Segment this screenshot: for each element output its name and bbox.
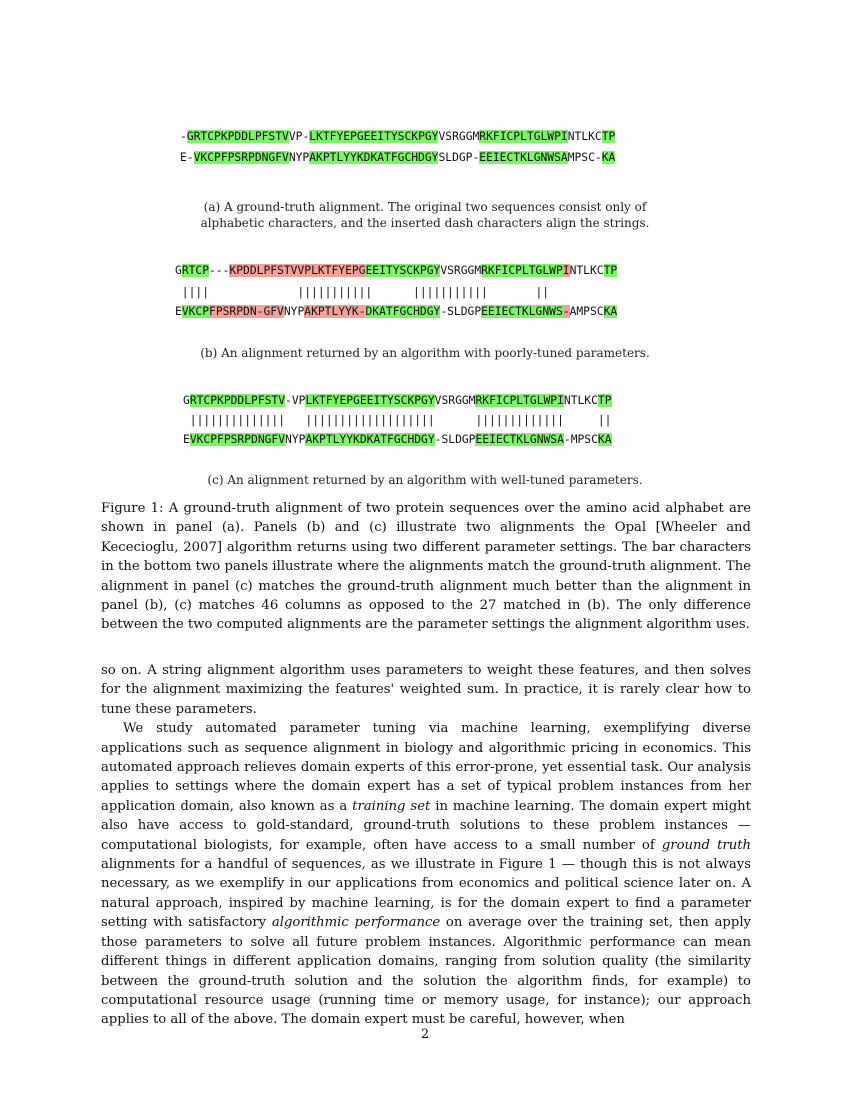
page-number: 2 [420,1027,430,1042]
emphasized-term: ground truth [661,837,751,853]
panel-b-sequence-1 [175,261,617,281]
plain-segment: NYP [288,151,310,164]
plain-segment: VSRGGM [438,130,480,143]
plain-segment: VSRGGM [440,264,482,277]
plain-segment: NYP [283,305,305,318]
mismatch-segment: I [562,264,570,277]
match-segment: KA [597,433,612,446]
match-segment: VKCPFPSRPDNGFV [193,151,289,164]
plain-segment: NTLKC [567,130,602,143]
panel-c-caption: (c) An alignment returned by an algorithm with well-tuned parameters. [207,473,643,487]
emphasized-term: training set [352,798,431,814]
plain-segment: MPSC- [567,151,602,164]
match-segment: RKFICPLTGLWPI [475,394,564,407]
match-segment: TP [597,394,612,407]
panel-c-match-bars: |||||||||||||| ||||||||||||||||||| ||||||||||||| || [183,414,612,427]
match-segment: GRTCPKPDDLPFSTV [186,130,289,143]
plain-segment: G [183,394,190,407]
panel-b-sequence-2 [175,302,617,322]
panel-c-sequence-1 [183,391,612,411]
match-segment: VKCP [181,305,210,318]
match-segment: EEIECTKLGNWSA [475,433,564,446]
mismatch-segment: GFV [263,305,284,318]
emphasized-term: algorithmic performance [271,915,441,931]
plain-segment: VP- [288,130,310,143]
match-segment: AKPTLYYKDKATFGCHDGY [305,433,435,446]
figure-caption-text: Figure 1: A ground-truth alignment of two protein sequences over the amino acid alphabet are shown in panel (a). Panels (b) and (c) illustrate two alignments the Opal [Wheeler and Kececioglu, 2007] algorithm returns using two different parameter settings. The bar characters in the bottom two panels illustrate where the alignments match the ground-truth alignment. The alignment in panel (c) matches the ground-truth alignment much better than the alignment in panel (b), (c) matches 46 columns as opposed to the 27 matched in (b). The only difference between the two computed alignments are the parameter settings the alignment algorithm uses. [101,501,751,633]
match-segment: EEIECTKLGNWSA [479,151,568,164]
match-segment: TP [603,264,618,277]
match-segment: LKTFYEPGEEITYSCKPGY [305,394,435,407]
panel-a-sequence-1 [180,127,615,147]
plain-segment: VSRGGM [434,394,476,407]
mismatch-segment: KPDDLPFSTVVP [229,264,312,277]
plain-segment: E [175,305,182,318]
panel-b-match-bars: |||| ||||||||||| ||||||||||| || [175,286,550,299]
text-run: alignments for a handful of sequences, as we illustrate in Figure 1 — though this is not always necessary, as we exemplify in our applications from economics and political science later on. A natural approach, inspired by machine learning, is for the domain expert to find a parameter setting with satisfactory [101,857,751,931]
match-segment: KA [603,305,618,318]
match-segment: EEITYSCKPGY [365,264,441,277]
panel-c-sequence-2 [183,430,612,450]
panel-a-sequence-2 [180,148,615,168]
match-segment: TP [601,130,616,143]
plain-segment: -SLDGP [440,305,482,318]
match-segment: DKATFGCHDGY [365,305,441,318]
plain-segment: AMPSC [569,305,604,318]
panel-b-caption: (b) An alignment returned by an algorithm with poorly-tuned parameters. [200,346,650,360]
body-text [101,661,751,1030]
figure-1-caption [101,499,751,635]
panel-a-caption: (a) A ground-truth alignment. The original two sequences consist only of alphabetic characters, and the inserted dash characters align the strings. [200,200,650,230]
plain-segment: NYP [285,433,306,446]
plain-segment: - [180,130,187,143]
paragraph-2 [101,719,751,1030]
plain-segment: G [175,264,182,277]
plain-segment: NTLKC [563,394,598,407]
plain-segment: E [183,433,190,446]
match-segment: EEIECTKLGNWS [481,305,563,318]
mismatch-segment: AKPTLYYK- [304,305,366,318]
plain-segment: --- [209,264,230,277]
match-segment: RTCP [181,264,210,277]
match-segment: RKFICPLTGLWPI [479,130,568,143]
match-segment: VKCPFPSRPDNGFV [189,433,286,446]
plain-segment: -VP [285,394,306,407]
plain-segment: NTLKC [569,264,604,277]
text-run: We study automated parameter tuning via machine learning, exemplifying diverse applications such as sequence alignment in biology and algorithmic pricing in economics. This automated approach relieves domain experts of this error-prone, yet essential task. Our analysis applies to settings where the domain expert has a set of typical problem instances from her application domain, also known as a [101,721,751,814]
text-run: in machine learning. The domain expert might also have access to gold-standard, ground-truth solutions to these problem instances — computational biologists, for example, often have access to a small number of [101,798,751,853]
match-segment: KA [601,151,616,164]
mismatch-segment: LKTFYEPG [311,264,366,277]
plain-segment: -MPSC [563,433,598,446]
plain-segment: E- [180,151,194,164]
match-segment: AKPTLYYKDKATFGCHDGY [309,151,439,164]
match-segment: RKFICPLTGLWP [481,264,563,277]
match-segment: LKTFYEPGEEITYSCKPGY [309,130,439,143]
paragraph-1: so on. A string alignment algorithm uses parameters to weight these features, and then solves for the alignment maximizing the features' weighted sum. In practice, it is rarely clear how to tune these parameters. [101,663,751,717]
mismatch-segment: FPSRPDN- [209,305,264,318]
plain-segment: SLDGP- [438,151,480,164]
mismatch-segment: - [562,305,570,318]
plain-segment: -SLDGP [434,433,476,446]
text-run: on average over the training set, then apply those parameters to solve all future problem instances. Algorithmic performance can mean different things in different application domains, ranging from solution quality (the similarity between the ground-truth solution and the solution the algorithm finds, for example) to computational resource usage (running time or memory usage, for instance); our approach applies to all of the above. The domain expert must be careful, however, when [101,915,751,1028]
match-segment: RTCPKPDDLPFSTV [189,394,286,407]
